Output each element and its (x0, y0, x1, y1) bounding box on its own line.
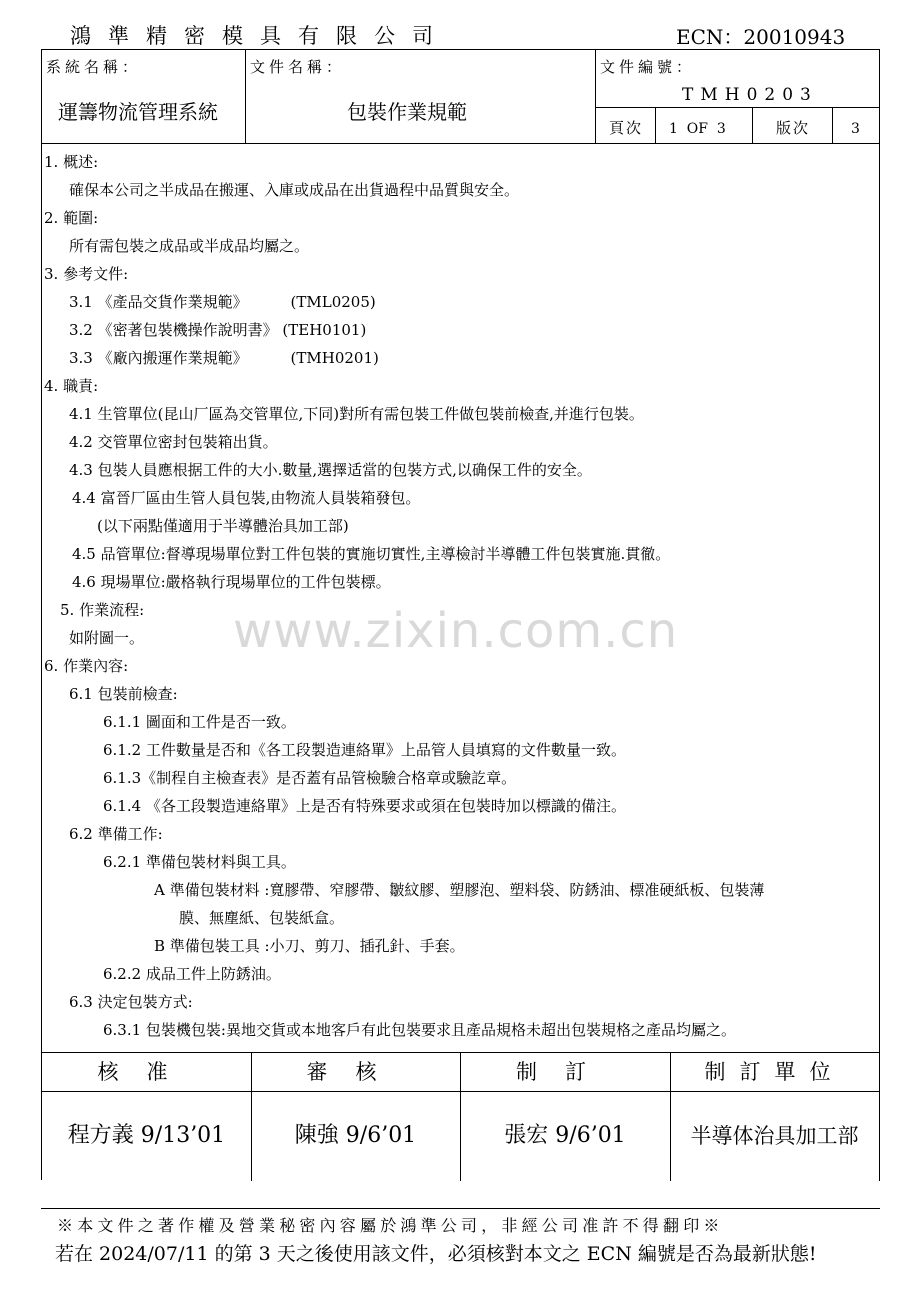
reference-item: 3.3 《廠內搬運作業規範》 (TMH0201) (69, 349, 379, 367)
footer-rule (41, 1208, 880, 1209)
header-divider (595, 107, 879, 108)
section-heading: 2. 範圍: (44, 209, 99, 227)
subsection-heading: 6.1 包裝前檢查: (69, 685, 178, 703)
signoff-table (41, 1052, 880, 1180)
subsection-heading: 6.3 決定包裝方式: (69, 993, 193, 1011)
paragraph: 如附圖一。 (69, 629, 145, 647)
review-header: 審核 (306, 1060, 405, 1084)
preparer-signature: 張宏 9/6’01 (504, 1123, 626, 1148)
responsibility-item: 4.2 交管單位密封包裝箱出貨。 (69, 433, 278, 451)
paragraph: 確保本公司之半成品在搬運、入庫或成品在出貨過程中品質與安全。 (69, 181, 520, 199)
prepare-header: 制訂 (516, 1060, 614, 1084)
preparing-unit: 半導体治具加工部 (690, 1124, 859, 1148)
prep-materials-cont: 膜、無塵紙、包裝紙盒。 (179, 909, 345, 927)
approver-signature: 程方義 9/13’01 (67, 1123, 226, 1148)
document-body (41, 144, 880, 1052)
page-label: 頁次 (609, 119, 644, 137)
page-value: 1 OF 3 (669, 121, 726, 137)
responsibility-item: 4.1 生管單位(昆山厂區為交管單位,下同)對所有需包裝工件做包裝前檢查,并進行包裝。 (69, 405, 644, 423)
copyright-notice: ※本文件之著作權及營業秘密內容屬於鴻準公司，非經公司准許不得翻印※ (57, 1216, 724, 1235)
prep-item: 6.2.2 成品工件上防銹油。 (103, 965, 281, 983)
header-divider (245, 50, 246, 143)
header-divider (752, 107, 753, 143)
prep-item: 6.2.1 準備包裝材料與工具。 (103, 853, 296, 871)
section-heading: 5. 作業流程: (60, 601, 145, 619)
document-header-table (41, 49, 880, 144)
watermark: www.zixin.com.cn (233, 603, 679, 659)
responsibility-item: 4.3 包裝人員應根据工件的大小.數量,選擇适當的包裝方式,以确保工件的安全。 (69, 461, 592, 479)
ecn-validity-notice: 若在 2024/07/11 的第 3 天之後使用該文件，必須核對本文之 ECN 編號是否為最新狀態! (55, 1243, 817, 1265)
section-heading: 1. 概述: (44, 153, 99, 171)
system-name-value: 運籌物流管理系統 (58, 100, 218, 124)
responsibility-note: (以下兩點僅適用于半導體治具加工部) (97, 517, 349, 535)
approve-header: 核准 (97, 1060, 196, 1084)
paragraph: 所有需包裝之成品或半成品均屬之。 (69, 237, 310, 255)
prep-tools: B 準備包裝工具 :小刀、剪刀、插孔針、手套。 (154, 937, 465, 955)
check-item: 6.1.4 《各工段製造連絡單》上是否有特殊要求或須在包裝時加以標識的備注。 (103, 797, 626, 815)
company-name: 鴻準精密模具有限公司 (70, 24, 450, 48)
section-heading: 6. 作業內容: (44, 657, 129, 675)
system-name-label: 系統名稱： (46, 58, 142, 76)
ecn-number: ECN：20010943 (676, 25, 846, 49)
signoff-divider (879, 1053, 880, 1181)
check-item: 6.1.3《制程自主檢查表》是否蓋有品管檢驗合格章或驗訖章。 (103, 769, 517, 787)
version-value: 3 (851, 121, 864, 137)
responsibility-item: 4.4 富晉厂區由生管人員包裝,由物流人員裝箱發包。 (72, 489, 421, 507)
reference-item: 3.2 《密著包裝機操作說明書》 (TEH0101) (69, 321, 367, 339)
section-heading: 3. 參考文件: (44, 265, 129, 283)
prep-materials: A 準備包裝材料 :寬膠帶、窄膠帶、皺紋膠、塑膠泡、塑料袋、防銹油、標准硬紙板、包裝薄 (154, 881, 765, 899)
header-divider (832, 107, 833, 143)
responsibility-item: 4.5 品管單位:督導現場單位對工件包裝的實施切實性,主導檢討半導體工件包裝實施.貫徹。 (72, 545, 671, 563)
document-name-label: 文件名稱： (250, 58, 346, 76)
document-name-value: 包裝作業規範 (347, 100, 467, 124)
prepare-unit-header: 制訂單位 (704, 1060, 845, 1084)
header-divider (595, 50, 596, 143)
version-label: 版次 (776, 119, 811, 137)
subsection-heading: 6.2 準備工作: (69, 825, 163, 843)
reviewer-signature: 陳強 9/6’01 (294, 1123, 417, 1148)
responsibility-item: 4.6 現場單位:嚴格執行現場單位的工件包裝標。 (72, 573, 391, 591)
packing-method-item: 6.3.1 包裝機包裝:異地交貨或本地客戶有此包裝要求且產品規格未超出包裝規格之產品均屬之。 (103, 1021, 736, 1039)
reference-item: 3.1 《產品交貨作業規範》 (TML0205) (69, 293, 376, 311)
document-number-value: TMH0203 (682, 85, 818, 105)
check-item: 6.1.1 圖面和工件是否一致。 (103, 713, 296, 731)
check-item: 6.1.2 工件數量是否和《各工段製造連絡單》上品管人員填寫的文件數量一致。 (103, 741, 626, 759)
document-number-label: 文件編號： (600, 58, 696, 76)
header-divider (655, 107, 656, 143)
section-heading: 4. 職責: (44, 377, 99, 395)
